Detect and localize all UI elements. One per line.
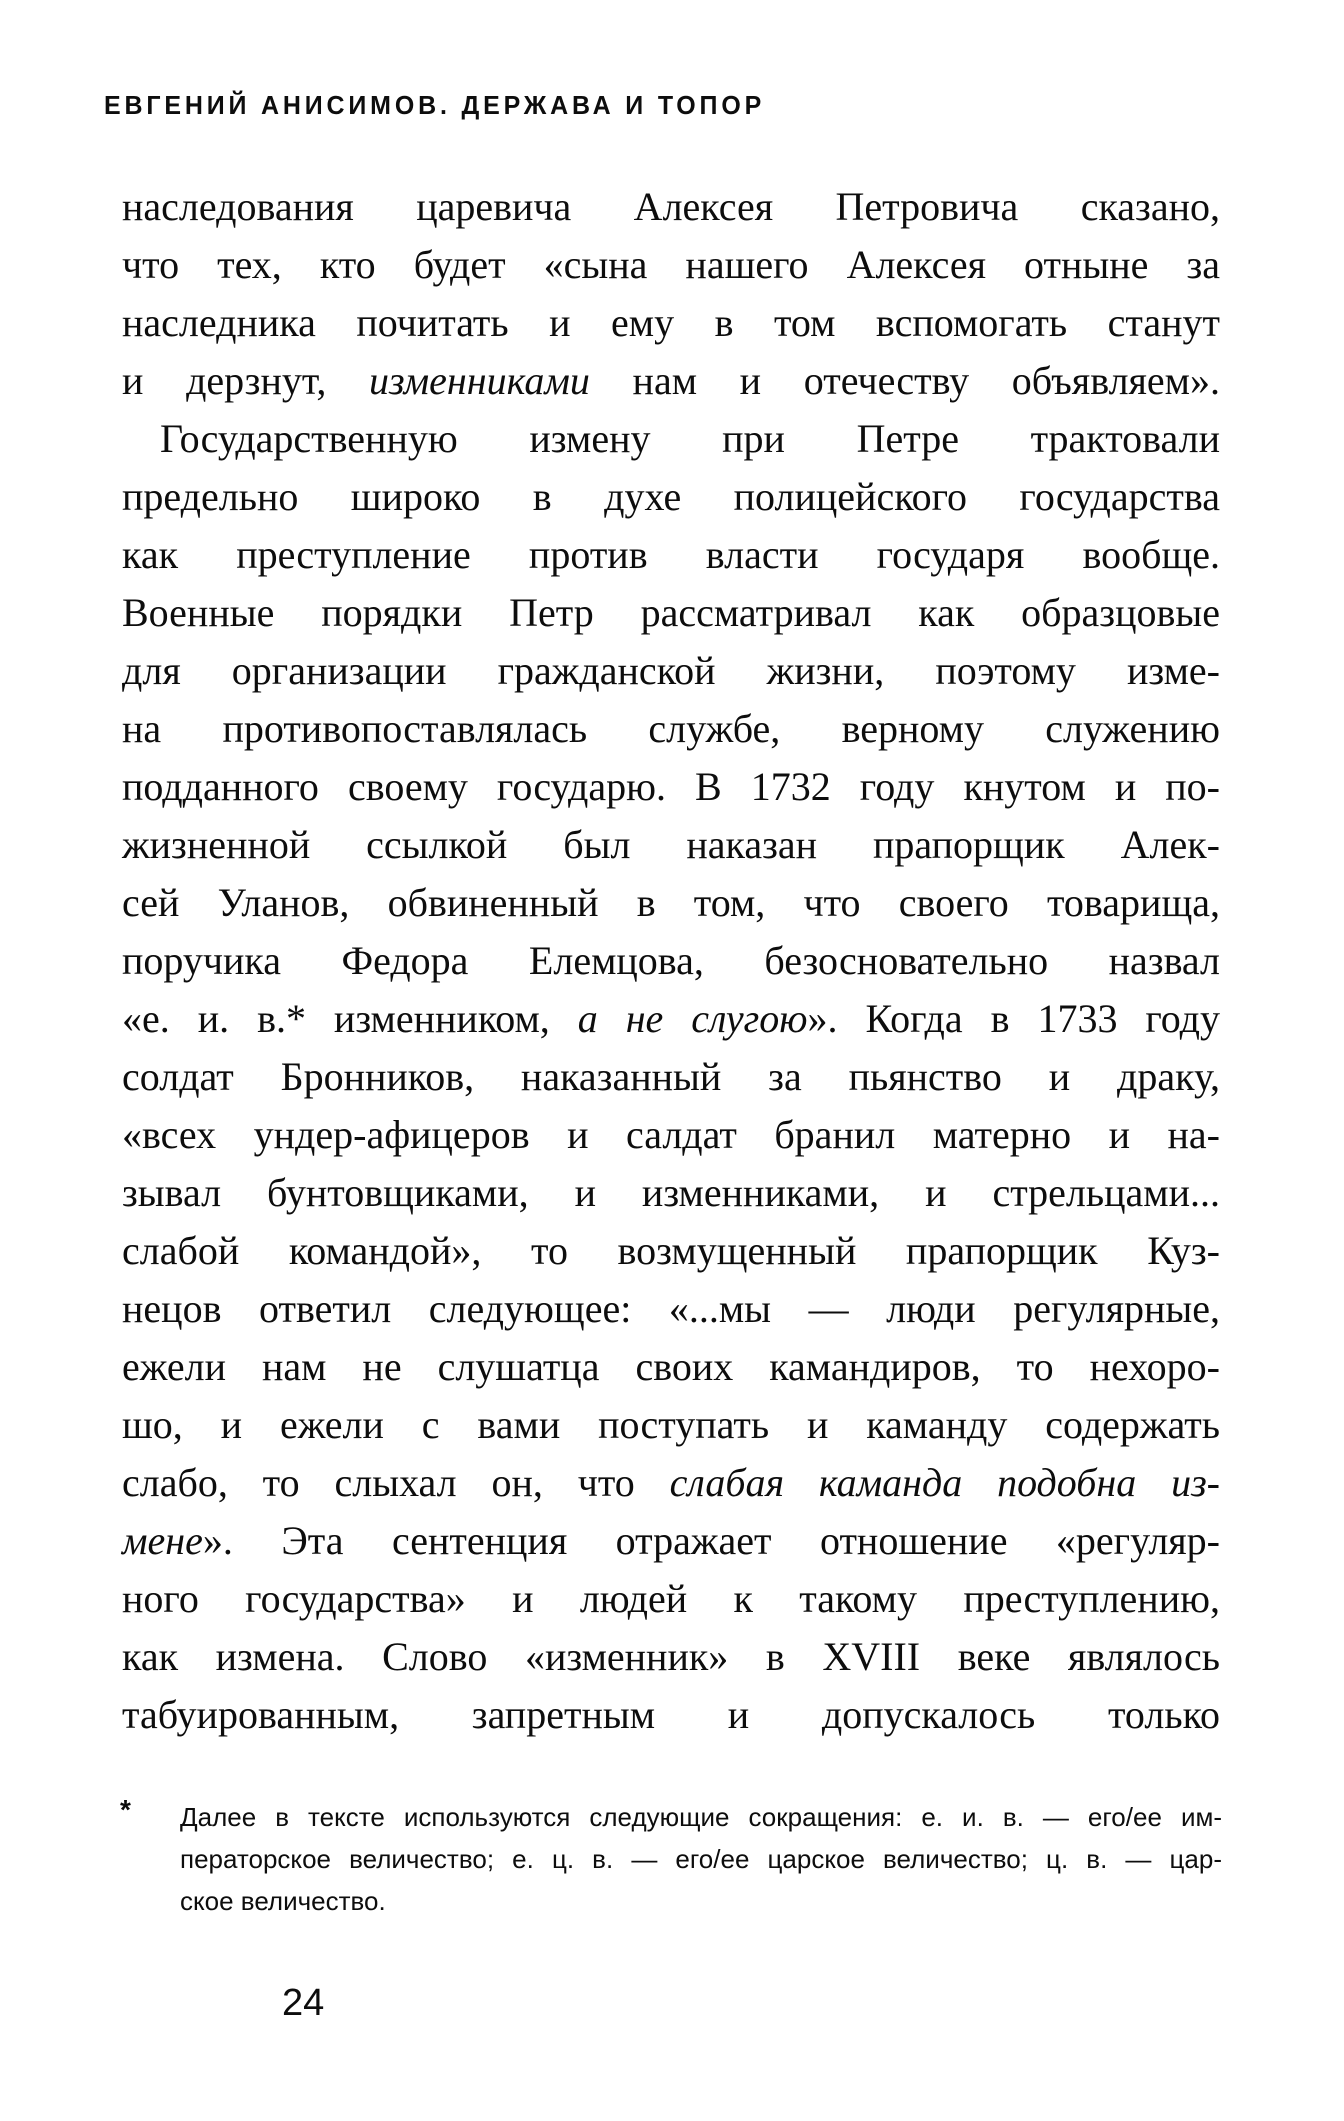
body-segment: что тех, кто будет «сына нашего Алексея отныне за <box>122 242 1220 287</box>
body-text <box>122 178 1220 1744</box>
body-line <box>122 1164 1220 1222</box>
footnote-marker: * <box>120 1794 131 1825</box>
body-segment: как измена. Слово «изменник» в XVIII веке являлось <box>122 1634 1220 1679</box>
body-line <box>122 990 1220 1048</box>
body-segment: как преступление против власти государя вообще. <box>122 532 1220 577</box>
body-line <box>122 1628 1220 1686</box>
body-line <box>122 1106 1220 1164</box>
body-segment: наследника почитать и ему в том вспомогать станут <box>122 300 1220 345</box>
footnote-line: Далее в тексте используются следующие сокращения: е. и. в. — его/ее им- <box>180 1802 1222 1832</box>
page-number: 24 <box>282 1982 325 2024</box>
body-line <box>122 1048 1220 1106</box>
body-segment: слабой командой», то возмущенный прапорщик Куз- <box>122 1228 1220 1273</box>
body-segment: для организации гражданской жизни, поэтому изме- <box>122 648 1220 693</box>
body-segment-italic: слабая каманда подобна из- <box>669 1460 1220 1505</box>
body-segment: предельно широко в духе полицейского государства <box>122 474 1220 519</box>
body-segment: подданного своему государю. В 1732 году кнутом и по- <box>122 764 1220 809</box>
body-segment: ежели нам не слушатца своих камандиров, то нехоро- <box>122 1344 1220 1389</box>
body-line <box>122 1570 1220 1628</box>
body-segment: зывал бунтовщиками, и изменниками, и стрельцами... <box>122 1170 1220 1215</box>
footnote-line: ператорское величество; е. ц. в. — его/ее царское величество; ц. в. — цар- <box>180 1844 1222 1874</box>
body-line <box>122 1396 1220 1454</box>
body-segment: шо, и ежели с вами поступать и каманду содержать <box>122 1402 1220 1447</box>
body-segment: жизненной ссылкой был наказан прапорщик Алек- <box>122 822 1220 867</box>
body-line <box>122 932 1220 990</box>
body-line <box>122 1280 1220 1338</box>
body-segment: Государственную измену при Петре трактовали <box>160 416 1220 461</box>
body-segment: на противопоставлялась службе, верному служению <box>122 706 1220 751</box>
footnote-line: ское величество. <box>180 1886 386 1916</box>
body-line <box>122 700 1220 758</box>
body-segment: нецов ответил следующее: «...мы — люди регулярные, <box>122 1286 1220 1331</box>
body-segment: нам и отечеству объявляем». <box>589 358 1220 403</box>
body-segment: наследования царевича Алексея Петровича сказано, <box>122 184 1220 229</box>
body-segment: табуированным, запретным и допускалось только <box>122 1692 1220 1737</box>
body-line <box>122 1454 1220 1512</box>
body-segment-italic: изменниками <box>369 358 590 403</box>
body-segment: «е. и. в.* изменником, <box>122 996 578 1041</box>
body-segment: ». Когда в 1733 году <box>807 996 1220 1041</box>
body-segment: солдат Бронников, наказанный за пьянство и драку, <box>122 1054 1220 1099</box>
body-segment-italic: мене <box>122 1518 203 1563</box>
body-line <box>122 816 1220 874</box>
body-segment: и дерзнут, <box>122 358 370 403</box>
running-header: ЕВГЕНИЙ АНИСИМОВ. ДЕРЖАВА И ТОПОР <box>104 90 766 120</box>
body-line <box>122 584 1220 642</box>
body-line <box>122 1222 1220 1280</box>
footnote <box>180 1796 1222 1922</box>
body-line <box>122 294 1220 352</box>
body-segment: слабо, то слыхал он, что <box>122 1460 670 1505</box>
body-line <box>122 758 1220 816</box>
body-line <box>122 1686 1220 1744</box>
body-segment: ного государства» и людей к такому преступлению, <box>122 1576 1220 1621</box>
body-line <box>122 1338 1220 1396</box>
body-line <box>122 1512 1220 1570</box>
body-line <box>122 468 1220 526</box>
body-line <box>122 526 1220 584</box>
body-segment-italic: а не слугою <box>577 996 808 1041</box>
body-line <box>122 178 1220 236</box>
body-line <box>122 236 1220 294</box>
body-segment: ». Эта сентенция отражает отношение «регуляр- <box>202 1518 1220 1563</box>
body-segment: сей Уланов, обвиненный в том, что своего товарища, <box>122 880 1220 925</box>
body-segment: «всех ундер-афицеров и салдат бранил матерно и на- <box>122 1112 1220 1157</box>
body-line <box>122 642 1220 700</box>
body-line <box>122 410 1220 468</box>
body-segment: поручика Федора Елемцова, безосновательно назвал <box>122 938 1220 983</box>
body-line <box>122 352 1220 410</box>
body-line <box>122 874 1220 932</box>
body-segment: Военные порядки Петр рассматривал как образцовые <box>122 590 1220 635</box>
